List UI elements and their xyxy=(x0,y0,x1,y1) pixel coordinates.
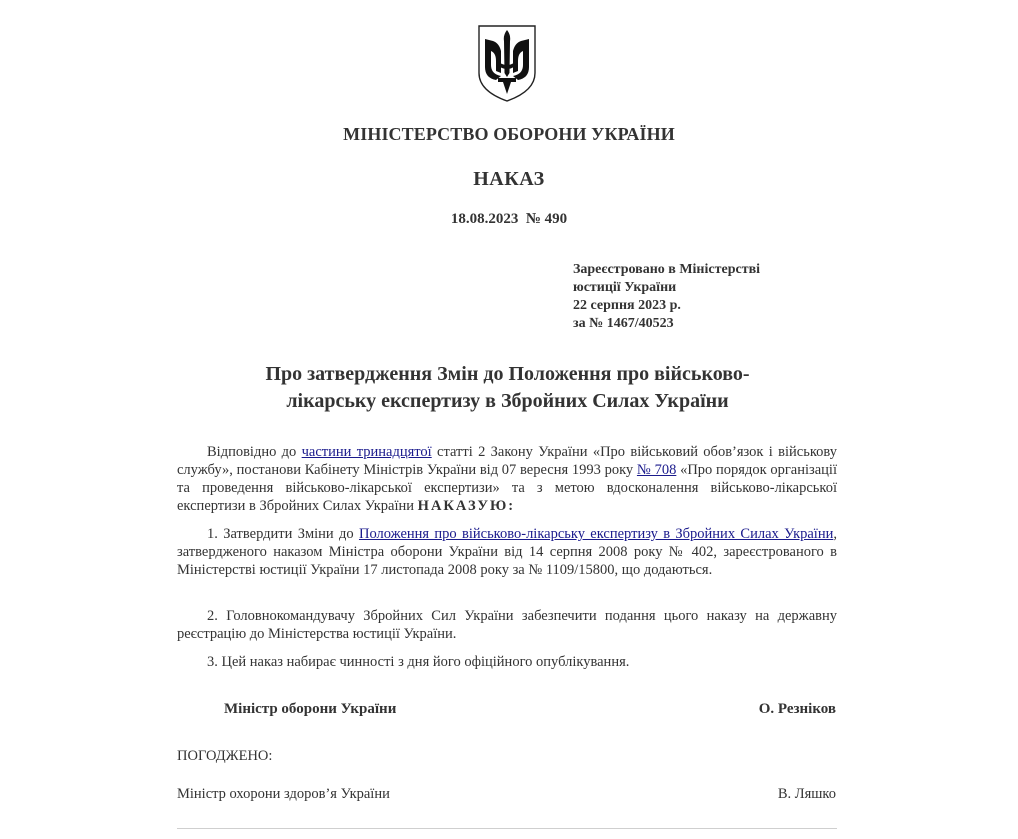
law-part-link[interactable]: частини тринадцятої xyxy=(301,444,432,460)
preamble-text: Відповідно до xyxy=(207,444,302,460)
registration-stamp xyxy=(573,261,760,333)
divider xyxy=(177,828,837,829)
preamble-text: «Про порядок організації та проведення військово-лікарської експертизи» та з метою вдосконалення військово-лікарської експертизи в Збройних Силах України xyxy=(177,462,837,514)
item-text: , затвердженого наказом Міністра оборони України від 14 серпня 2008 року № 402, зареєстрованого в Міністерстві юстиції України 17 листопада 2008 року за № 1109/15800, що додаються. xyxy=(177,526,837,578)
preamble-text: статті 2 Закону України «Про військовий обов’язок і військову службу», постанови Кабінету Міністрів України від 07 вересня 1993 року xyxy=(177,444,837,478)
registration-number: за № 1467/40523 xyxy=(573,316,674,331)
signatory-position: Міністр оборони України xyxy=(224,701,397,717)
agreed-name: В. Ляшко xyxy=(777,786,836,802)
agreed-label: ПОГОДЖЕНО: xyxy=(177,748,273,764)
trident-emblem-icon xyxy=(476,23,538,103)
document-title xyxy=(200,361,815,415)
preamble-paragraph xyxy=(177,443,837,515)
order-keyword: НАКАЗУЮ: xyxy=(417,498,516,514)
agreed-position: Міністр охорони здоров’я України xyxy=(177,786,390,802)
registration-line: Зареєстровано в Міністерстві xyxy=(573,262,761,277)
regulation-link[interactable]: Положення про військово-лікарську експертизу в Збройних Силах України xyxy=(358,526,834,542)
registration-line: юстиції України xyxy=(573,280,677,295)
order-item-3: 3. Цей наказ набирає чинності з дня його офіційного опублікування. xyxy=(207,654,630,670)
registration-date: 22 серпня 2023 р. xyxy=(573,298,681,313)
order-item-1 xyxy=(177,525,837,579)
ministry-name: МІНІСТЕРСТВО ОБОРОНИ УКРАЇНИ xyxy=(343,124,675,144)
order-date-number: 18.08.2023 № 490 xyxy=(450,211,568,227)
document-title-line: Про затвердження Змін до Положення про військово- xyxy=(265,363,750,385)
signatory-name: О. Резніков xyxy=(758,701,836,717)
document-type: НАКАЗ xyxy=(473,168,545,190)
order-item-2: 2. Головнокомандувачу Збройних Сил України забезпечити подання цього наказу на державну реєстрацію до Міністерства юстиції України. xyxy=(177,608,837,642)
item-text: 1. Затвердити Зміни до xyxy=(207,526,359,542)
resolution-708-link[interactable]: № 708 xyxy=(636,462,677,478)
document-title-line: лікарську експертизу в Збройних Силах України xyxy=(286,390,729,412)
